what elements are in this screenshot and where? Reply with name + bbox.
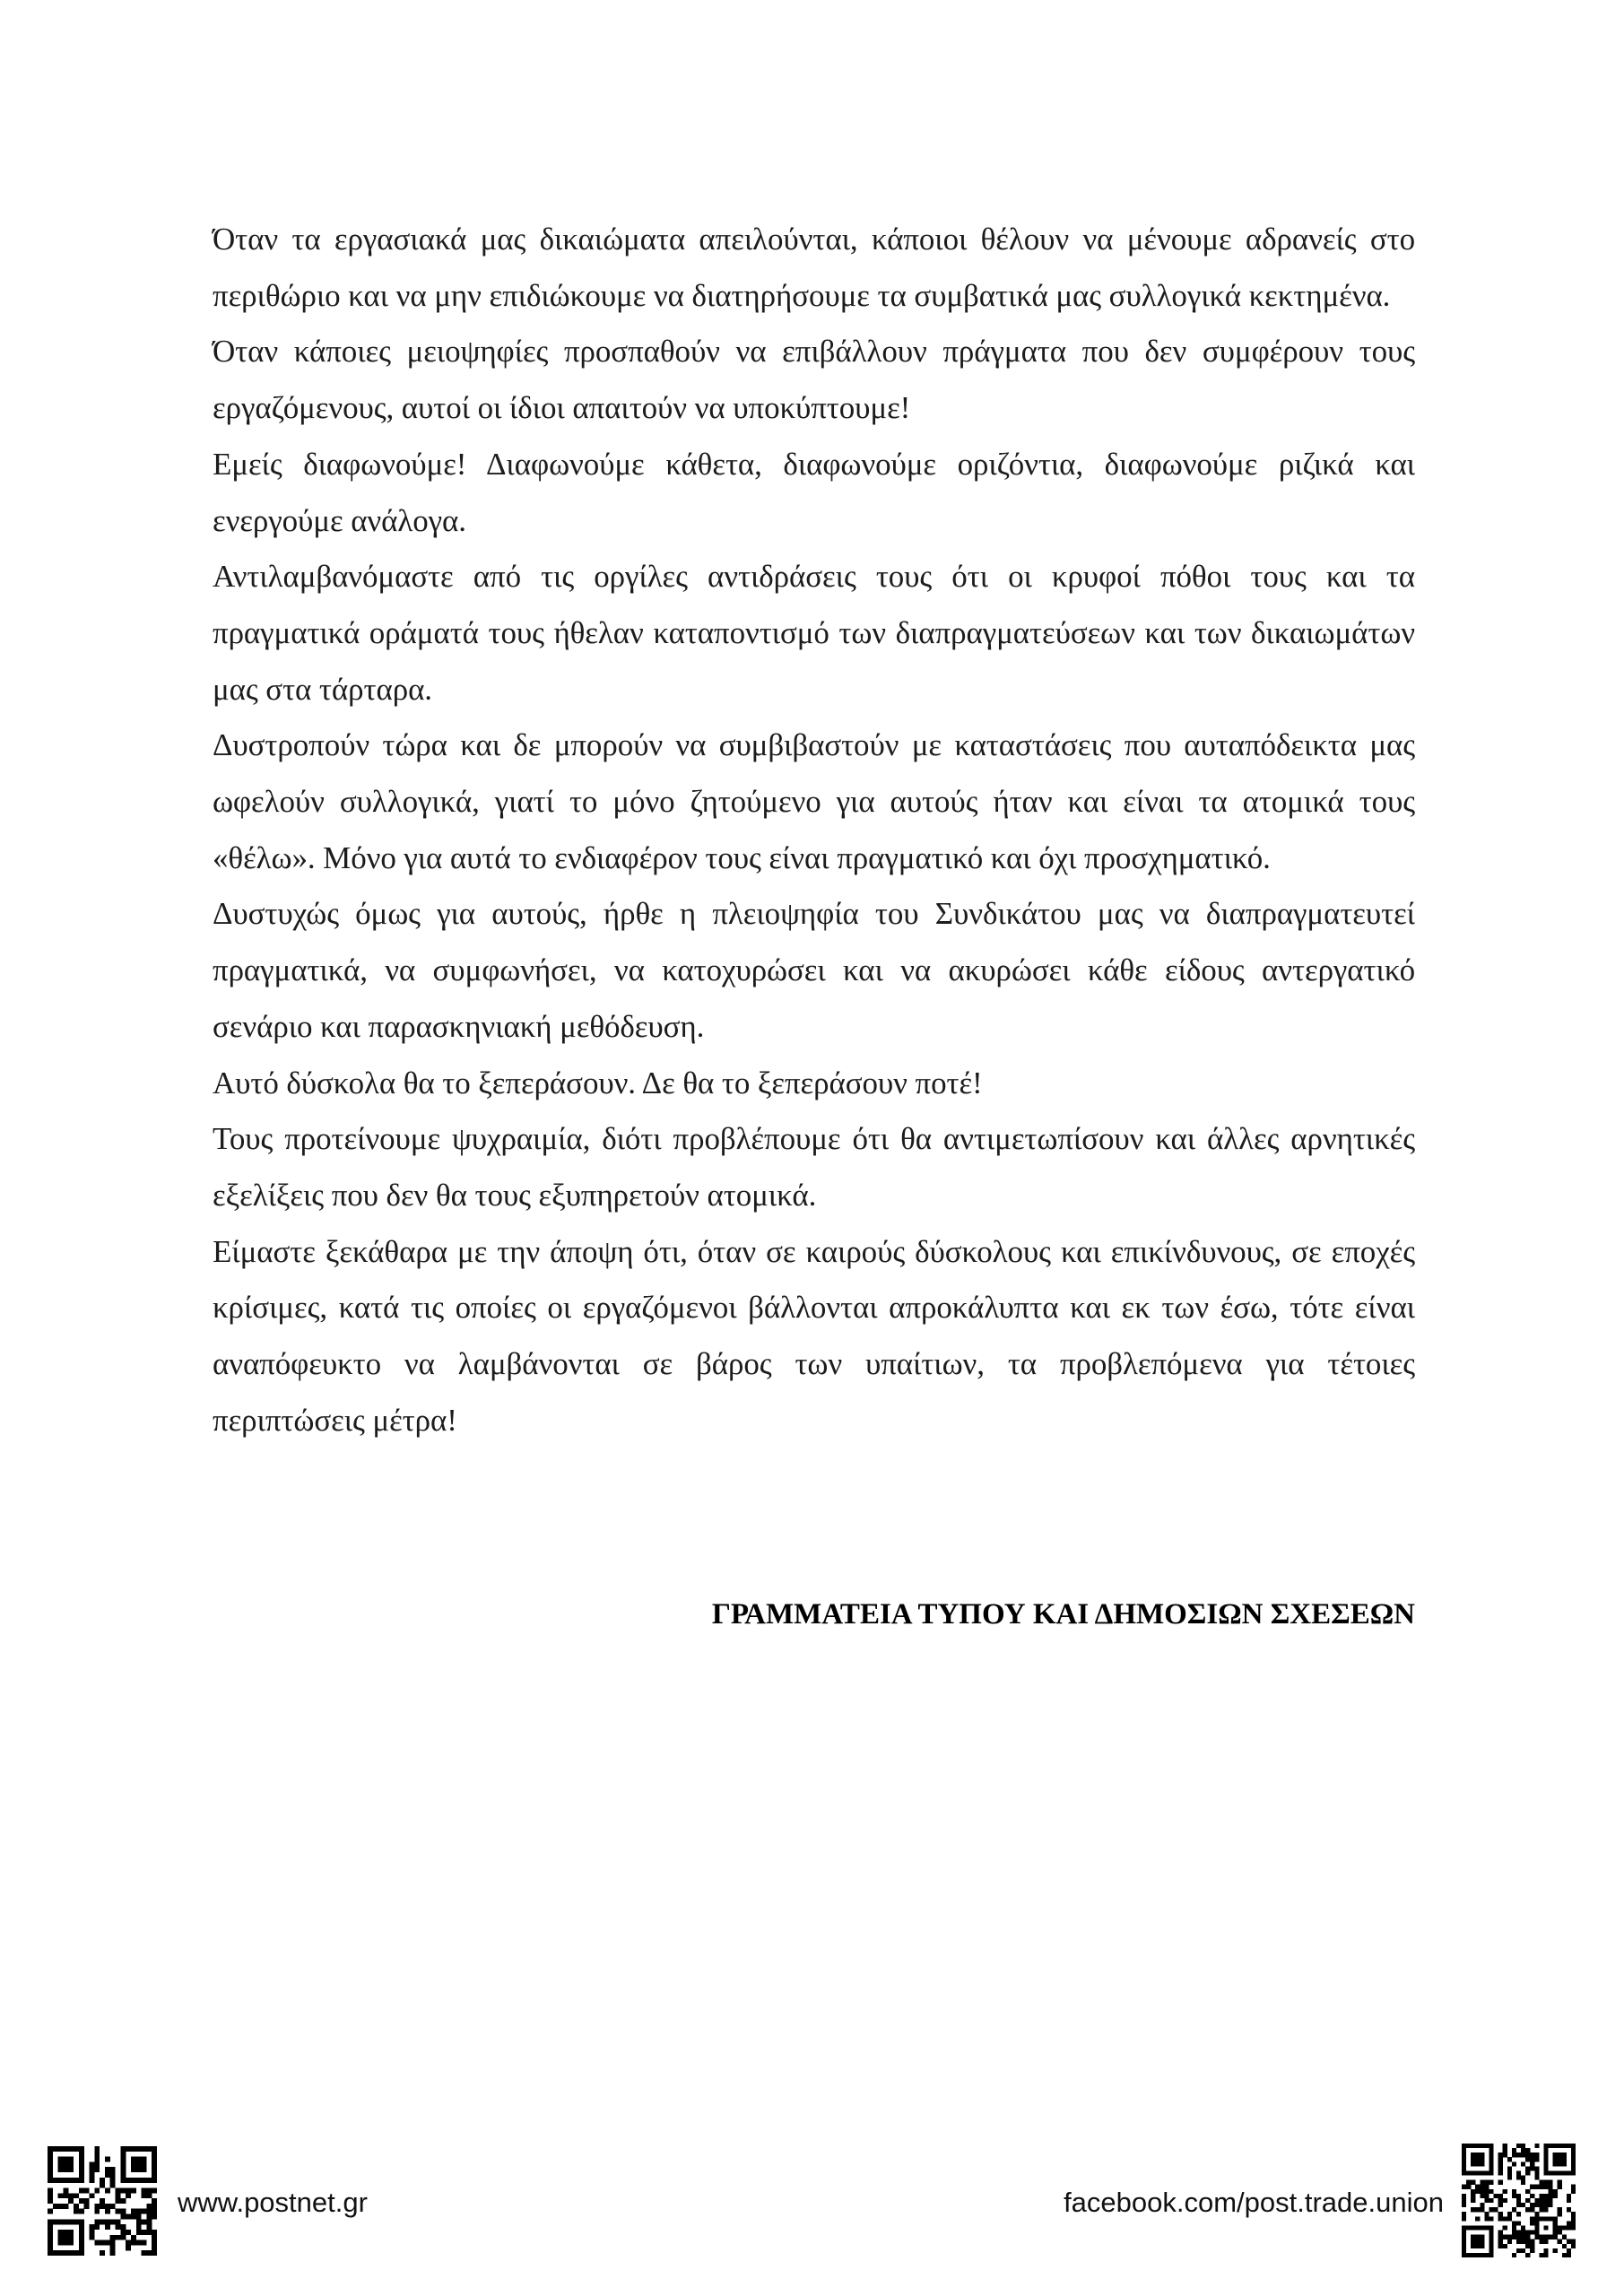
paragraph: Αυτό δύσκολα θα το ξεπεράσουν. Δε θα το ξεπεράσουν ποτέ! (213, 1065, 983, 1100)
paragraph: Αντιλαμβανόμαστε από τις οργίλες αντιδράσεις τους ότι οι κρυφοί πόθοι τους και τα πραγματικά οράματά τους ήθελαν καταποντισμό των διαπραγματεύσεων και των δικαιωμάτων μας στα τάρταρα. (213, 559, 1415, 707)
qr-code-icon (48, 2146, 157, 2256)
paragraph: Τους προτείνουμε ψυχραιμία, διότι προβλέπουμε ότι θα αντιμετωπίσουν και άλλες αρνητικές εξελίξεις που δεν θα τους εξυπηρετούν ατομικά. (213, 1121, 1415, 1213)
paragraph: Δυστυχώς όμως για αυτούς, ήρθε η πλειοψηφία του Συνδικάτου μας να διαπραγματευτεί πραγματικά, να συμφωνήσει, να κατοχυρώσει και να ακυρώσει κάθε είδους αντεργατικό σενάριο και παρασκηνιακή μεθόδευση. (213, 896, 1415, 1044)
signature: ΓΡΑΜΜΑΤΕΙΑ ΤΥΠΟΥ ΚΑΙ ΔΗΜΟΣΙΩΝ ΣΧΕΣΕΩΝ (711, 1598, 1415, 1631)
website-link[interactable]: www.postnet.gr (178, 2187, 368, 2218)
qr-code-icon (1462, 2144, 1576, 2257)
paragraph: Εμείς διαφωνούμε! Διαφωνούμε κάθετα, διαφωνούμε οριζόντια, διαφωνούμε ριζικά και ενεργούμε ανάλογα. (213, 446, 1415, 538)
paragraph: Δυστροπούν τώρα και δε μπορούν να συμβιβαστούν με καταστάσεις που αυταπόδεικτα μας ωφελούν συλλογικά, γιατί το μόνο ζητούμενο για αυτούς ήταν και είναι τα ατομικά τους «θέλω». Μόνο για αυτά το ενδιαφέρον τους είναι πραγματικό και όχι προσχηματικό. (213, 727, 1415, 875)
document-body (213, 212, 1415, 1448)
paragraph: Όταν κάποιες μειοψηφίες προσπαθούν να επιβάλλουν πράγματα που δεν συμφέρουν τους εργαζόμενους, αυτοί οι ίδιοι απαιτούν να υποκύπτουμε! (213, 334, 1415, 426)
paragraph: Είμαστε ξεκάθαρα με την άποψη ότι, όταν σε καιρούς δύσκολους και επικίνδυνους, σε εποχές κρίσιμες, κατά τις οποίες οι εργαζόμενοι βάλλονται απροκάλυπτα και εκ των έσω, τότε είναι αναπόφευκτο να λαμβάνονται σε βάρος των υπαίτιων, τα προβλεπόμενα για τέτοιες περιπτώσεις μέτρα! (213, 1233, 1415, 1438)
paragraph: Όταν τα εργασιακά μας δικαιώματα απειλούνται, κάποιοι θέλουν να μένουμε αδρανείς στο περιθώριο και να μην επιδιώκουμε να διατηρήσουμε τα συμβατικά μας συλλογικά κεκτημένα. (213, 222, 1415, 313)
facebook-link[interactable]: facebook.com/post.trade.union (1064, 2187, 1444, 2218)
